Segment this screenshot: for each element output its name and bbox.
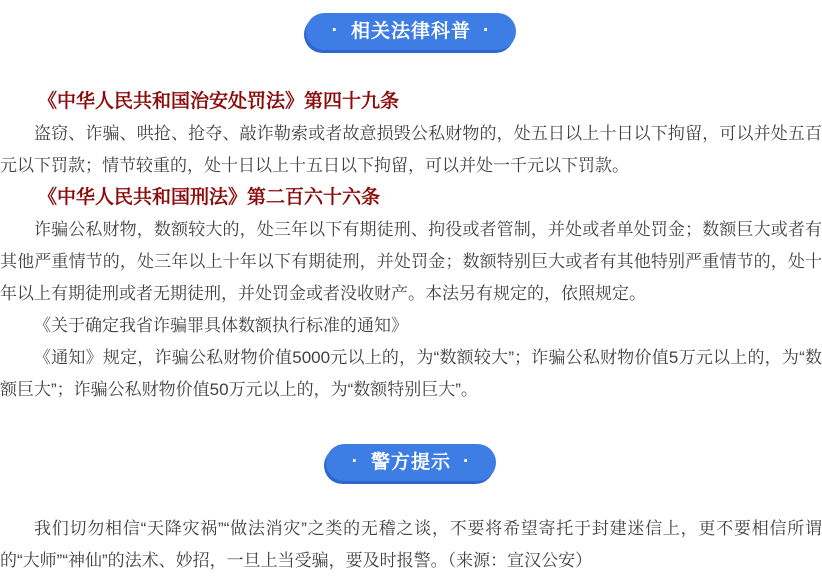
badge-dot-right: · — [483, 20, 491, 41]
section-badge-legal — [306, 13, 517, 50]
police-badge-label: 警方提示 — [370, 452, 451, 473]
legal-section — [0, 86, 822, 406]
badge-dot-left: · — [351, 451, 359, 472]
badge-dot-left: · — [331, 20, 339, 41]
law-heading-criminal-law: 《中华人民共和国刑法》第二百六十六条 — [38, 187, 381, 208]
legal-badge-row — [0, 0, 822, 50]
law-paragraph-public-security: 盗窃、诈骗、哄抢、抢夺、敲诈勒索或者故意损毁公私财物的，处五日以上十日以下拘留，可以并处五百元以下罚款；情节较重的，处十日以上十五日以下拘留，可以并处一千元以下罚款。 — [0, 124, 822, 175]
law-heading-public-security: 《中华人民共和国治安处罚法》第四十九条 — [38, 91, 400, 112]
notice-title-paragraph: 《关于确定我省诈骗罪具体数额执行标准的通知》 — [34, 316, 408, 335]
law-paragraph-criminal-law: 诈骗公私财物，数额较大的，处三年以下有期徒刑、拘役或者管制，并处或者单处罚金；数额巨大或者有其他严重情节的，处三年以上十年以下有期徒刑，并处罚金；数额特别巨大或者有其他特别严重情节的，处十年以上有期徒刑或者无期徒刑，并处罚金或者没收财产。本法另有规定的，依照规定。 — [0, 220, 822, 303]
section-badge-police — [326, 444, 497, 481]
notice-detail-paragraph: 《通知》规定，诈骗公私财物价值5000元以上的，为“数额较大”；诈骗公私财物价值5万元以上的，为“数额巨大”；诈骗公私财物价值50万元以上的，为“数额特别巨大”。 — [0, 348, 822, 399]
legal-badge-label: 相关法律科普 — [350, 21, 471, 42]
police-badge-row — [0, 444, 822, 481]
police-section — [0, 513, 822, 577]
badge-dot-right: · — [463, 451, 471, 472]
police-warning-paragraph: 我们切勿相信“天降灾祸”“做法消灾”之类的无稽之谈，不要将希望寄托于封建迷信上，更不要相信所谓的“大师”“神仙”的法术、妙招，一旦上当受骗，要及时报警。（来源：宣汉公安） — [0, 519, 822, 570]
